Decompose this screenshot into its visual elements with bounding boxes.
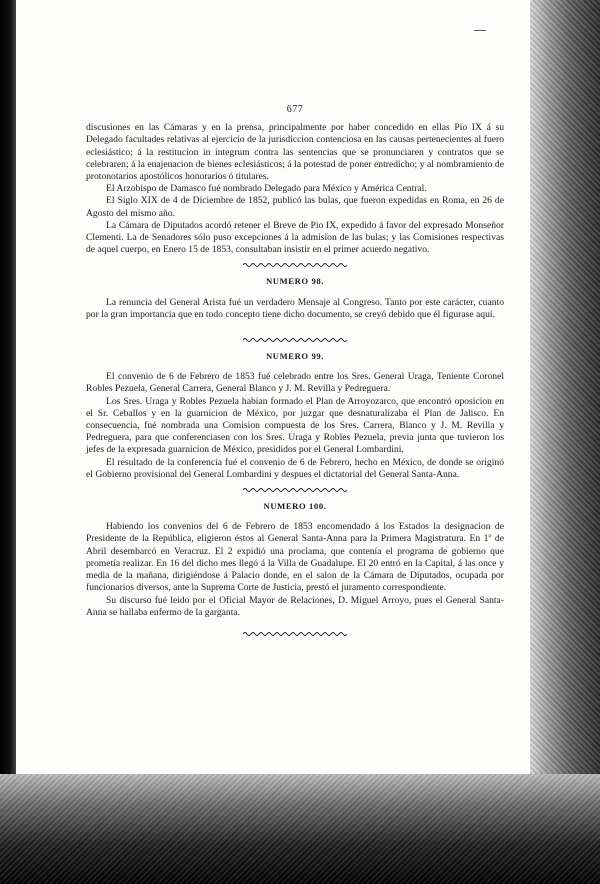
scan-border-bottom xyxy=(0,774,600,884)
paragraph: Habiendo los convenios del 6 de Febrero de 1853 encomendado á los Estados la designacion de Presidente de la República, eligieron éstos al General Santa-Anna para la Primera Magistratura. En 1º de Abril desembarcó en Veracruz. El 2 expidió una proclama, que contenía el programa de gobierno que prometía realizar. En 16 del dicho mes llegó á la Villa de Guadalupe. El 20 entró en la Capital, á las once y media de la mañana, dirigiéndose á Palacio donde, en el salon de la Cámara de Diputados, ocupada por funcionarios diversos, ante la Suprema Corte de Justicia, prestó el juramento correspondiente. xyxy=(86,521,504,594)
paragraph: La Cámara de Diputados acordó retener el Breve de Pio IX, expedido á favor del expresado Monseñor Clementi. La de Senadores sólo puso excepciones á la admision de las bulas; y las Comisiones respectivas de aquel cuerpo, en Enero 15 de 1853, consultaban insistir en el primer acuerdo negativo. xyxy=(86,219,504,256)
section-divider-ornament xyxy=(243,262,347,268)
paragraph: discusiones en las Cámaras y en la prensa, principalmente por haber concedido en ellas Pio IX á su Delegado facultades relativas al ejercicio de la jurisdiccion contenciosa en las causas pertenecientes al fuero eclesiástico; á la restitucion in integrum contra las sentencias que se pronunciaren y contratos que se celebraren; á la enajenacion de bienes eclesiásticos; á la potestad de poner entredicho; y al nombramiento de protonotarios apostólicos honorarios ó titulares. xyxy=(86,122,504,183)
page-content xyxy=(86,104,504,637)
page-number: 677 xyxy=(286,104,304,115)
section-heading: NUMERO 100. xyxy=(263,501,327,512)
section-divider-ornament xyxy=(243,631,347,637)
scan-border-left xyxy=(0,0,16,884)
section-divider-ornament xyxy=(243,337,347,343)
paragraph: El Arzobispo de Damasco fué nombrado Delegado para México y América Central. xyxy=(106,183,427,195)
paragraph: El resultado de la conferencia fué el convenio de 6 de Febrero, hecho en México, de donde se originó el Gobierno provisional del General Lombardini y despues el dictatorial del General Santa-Anna. xyxy=(86,456,504,480)
paragraph: Los Sres. Uraga y Robles Pezuela habian formado el Plan de Arroyozarco, que encontró oposicion en el Sr. Ceballos y en la guarnicion de México, por juzgar que desnaturalizaba el Plan de Jalisco. En consecuencia, fué nombrada una Comision compuesta de los Sres. Carrera, Blanco y J. M. Revilla y Pedreguera, para que conferenciasen con los Sres. Uraga y Robles Pezuela, previa junta que tuvieron los jefes de la expresada guarnicion de México, presididos por el General Lombardini. xyxy=(86,395,504,456)
section-heading: NUMERO 98. xyxy=(265,276,325,287)
paragraph: Su discurso fué leido por el Oficial Mayor de Relaciones, D. Miguel Arroyo, pues el General Santa-Anna se hallaba enfermo de la garganta. xyxy=(86,594,504,618)
section-divider-ornament xyxy=(243,487,347,493)
paragraph: La renuncia del General Arista fué un verdadero Mensaje al Congreso. Tanto por este carácter, cuanto por la gran importancia que en todo concepto tiene dicho documento, se creyó debido que él figurase aquí. xyxy=(86,296,504,320)
margin-mark xyxy=(474,30,486,31)
section-heading: NUMERO 99. xyxy=(265,351,325,362)
paragraph: El Siglo XIX de 4 de Diciembre de 1852, publicó las bulas, que fueron expedidas en Roma, en 26 de Agosto del mismo año. xyxy=(86,195,504,219)
scan-border-right xyxy=(530,0,600,884)
paragraph: El convenio de 6 de Febrero de 1853 fué celebrado entre los Sres. General Uraga, Teniente Coronel Robles Pezuela, General Carrera, General Blanco y J. M. Revilla y Pedreguera. xyxy=(86,371,504,395)
